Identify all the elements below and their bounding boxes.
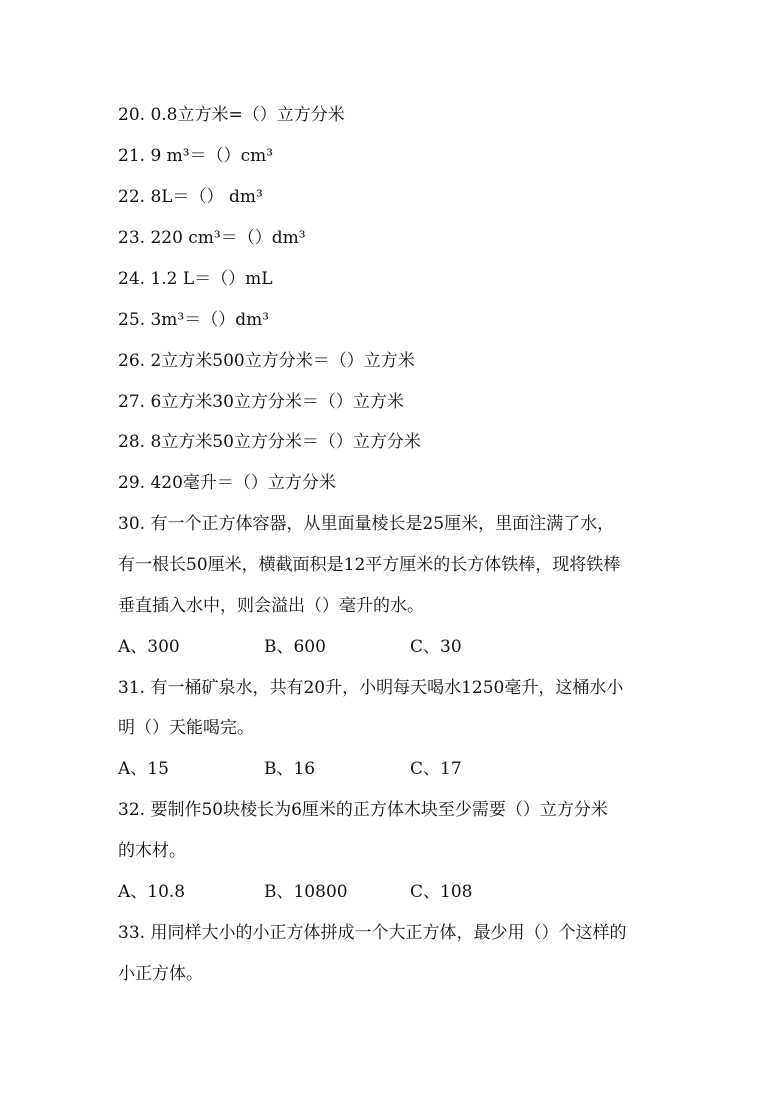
question-30-line-1: 30. 有一个正方体容器，从里面量棱长是25厘米，里面注满了水， bbox=[118, 514, 615, 534]
question-29: 29. 420毫升＝（）立方分米 bbox=[118, 473, 336, 493]
question-26: 26. 2立方米500立方分米＝（）立方米 bbox=[118, 351, 415, 371]
question-30-line-3: 垂直插入水中，则会溢出（）毫升的水。 bbox=[118, 596, 424, 616]
question-25: 25. 3m³＝（）dm³ bbox=[118, 310, 270, 330]
question-33-line-2: 小正方体。 bbox=[118, 964, 203, 984]
question-30-option-a: A、300 bbox=[118, 637, 180, 657]
question-20: 20. 0.8立方米=（）立方分米 bbox=[118, 105, 345, 125]
question-31-option-a: A、15 bbox=[118, 759, 169, 779]
question-31-line-2: 明（）天能喝完。 bbox=[118, 718, 254, 738]
question-31-option-c: C、17 bbox=[410, 759, 462, 779]
question-22: 22. 8L＝（） dm³ bbox=[118, 187, 263, 207]
question-23: 23. 220 cm³＝（）dm³ bbox=[118, 228, 306, 248]
question-24: 24. 1.2 L＝（）mL bbox=[118, 269, 273, 289]
question-28: 28. 8立方米50立方分米＝（）立方分米 bbox=[118, 432, 421, 452]
question-30-line-2: 有一根长50厘米，横截面积是12平方厘米的长方体铁棒，现将铁棒 bbox=[118, 555, 621, 575]
question-32-option-b: B、10800 bbox=[264, 882, 348, 902]
question-32-line-1: 32. 要制作50块棱长为6厘米的正方体木块至少需要（）立方分米 bbox=[118, 800, 608, 820]
question-30-option-c: C、30 bbox=[410, 637, 462, 657]
question-31-line-1: 31. 有一桶矿泉水，共有20升，小明每天喝水1250毫升，这桶水小 bbox=[118, 678, 624, 698]
question-32-option-c: C、108 bbox=[410, 882, 473, 902]
question-32-option-a: A、10.8 bbox=[118, 882, 186, 902]
question-21: 21. 9 m³＝（）cm³ bbox=[118, 146, 274, 166]
question-27: 27. 6立方米30立方分米＝（）立方米 bbox=[118, 392, 404, 412]
question-31-option-b: B、16 bbox=[264, 759, 316, 779]
question-33-line-1: 33. 用同样大小的小正方体拼成一个大正方体，最少用（）个这样的 bbox=[118, 923, 627, 943]
question-32-line-2: 的木材。 bbox=[118, 841, 186, 861]
question-30-option-b: B、600 bbox=[264, 637, 326, 657]
